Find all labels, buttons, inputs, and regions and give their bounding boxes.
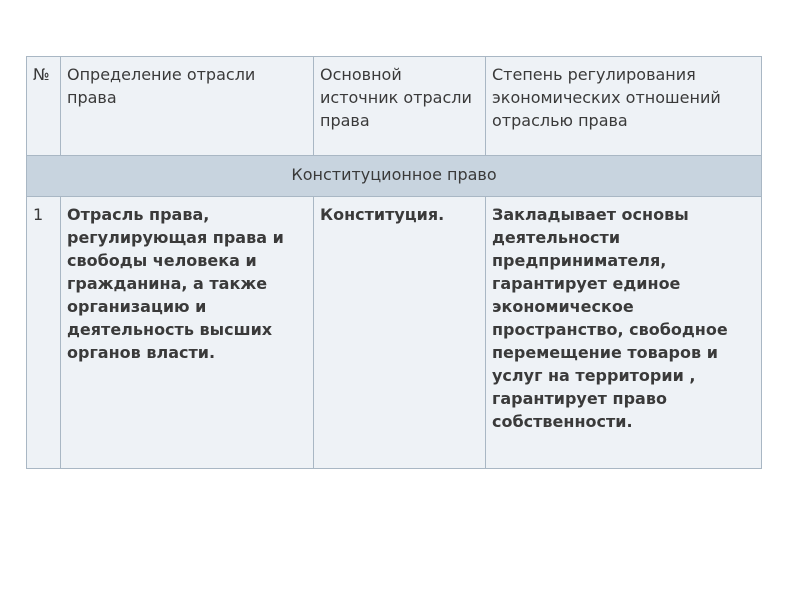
row-regulation: Закладывает основы деятельности предпринимателя, гарантирует единое экономическое пространство, свободное перемещение товаров и услуг на территории , гарантирует право собственности. (486, 197, 762, 469)
row-definition: Отрасль права, регулирующая права и свободы человека и гражданина, а также организацию и деятельность высших органов власти. (61, 197, 314, 469)
table-row (27, 197, 762, 469)
table-header-row (27, 57, 762, 156)
header-definition: Определение отрасли права (61, 57, 314, 156)
section-row (27, 156, 762, 197)
header-number: № (27, 57, 61, 156)
header-regulation: Степень регулирования экономических отношений отраслью права (486, 57, 762, 156)
row-source: Конституция. (314, 197, 486, 469)
row-number: 1 (27, 197, 61, 469)
law-branches-table (26, 56, 762, 469)
header-source: Основной источник отрасли права (314, 57, 486, 156)
section-title: Конституционное право (27, 156, 762, 197)
